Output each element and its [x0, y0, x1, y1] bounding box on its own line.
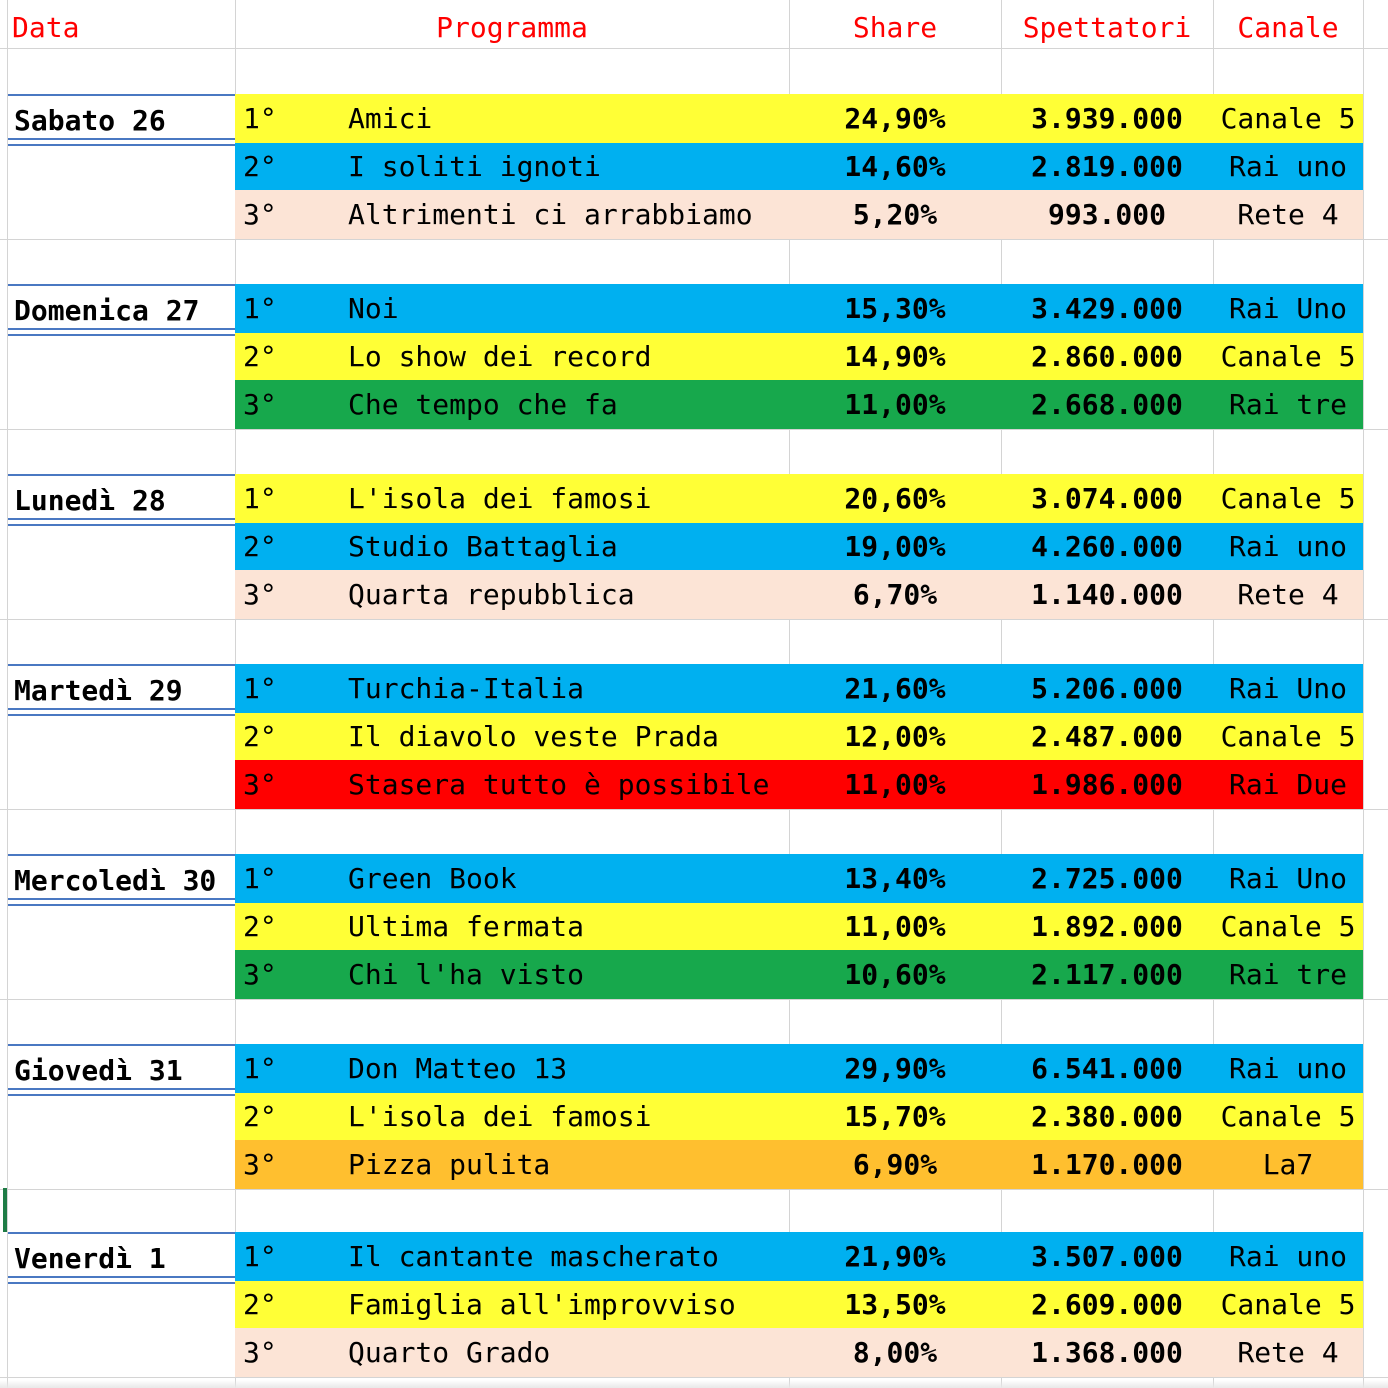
ranking-row: [235, 380, 1363, 429]
spettatori-cell[interactable]: 2.609.000: [1031, 1288, 1183, 1321]
spettatori-cell[interactable]: 6.541.000: [1031, 1052, 1183, 1085]
programma-cell[interactable]: Chi l'ha visto: [348, 958, 585, 991]
share-cell[interactable]: 5,20%: [852, 198, 938, 231]
header-spettatori[interactable]: Spettatori: [1022, 11, 1192, 44]
day-label[interactable]: Sabato 26: [8, 94, 235, 140]
ranking-row: [235, 1328, 1363, 1377]
grid-line: [0, 429, 1388, 430]
spettatori-cell[interactable]: 1.368.000: [1031, 1336, 1183, 1369]
share-cell[interactable]: 13,50%: [844, 1288, 946, 1321]
canale-cell[interactable]: Rai uno: [1228, 1052, 1347, 1085]
rank-cell[interactable]: 3°: [243, 578, 277, 611]
rank-cell[interactable]: 1°: [243, 292, 277, 325]
header-programma[interactable]: Programma: [436, 11, 588, 44]
canale-cell[interactable]: Canale 5: [1220, 1100, 1356, 1133]
share-cell[interactable]: 19,00%: [844, 530, 946, 563]
ranking-row: [235, 143, 1363, 190]
programma-cell[interactable]: Ultima fermata: [348, 910, 585, 943]
rank-cell[interactable]: 1°: [243, 1240, 277, 1273]
grid-line: [0, 809, 1388, 810]
spettatori-cell[interactable]: 1.170.000: [1031, 1148, 1183, 1181]
ranking-row: [235, 664, 1363, 713]
programma-cell[interactable]: Altrimenti ci arrabbiamo: [348, 198, 753, 231]
share-cell[interactable]: 6,70%: [852, 578, 938, 611]
spettatori-cell[interactable]: 1.986.000: [1031, 768, 1183, 801]
rank-cell[interactable]: 2°: [243, 1100, 277, 1133]
spettatori-cell[interactable]: 3.074.000: [1031, 482, 1183, 515]
day-label-double-border: [8, 1094, 235, 1096]
spettatori-cell[interactable]: 993.000: [1047, 198, 1166, 231]
ranking-row: [235, 474, 1363, 523]
programma-cell[interactable]: Don Matteo 13: [348, 1052, 568, 1085]
share-cell[interactable]: 8,00%: [852, 1336, 938, 1369]
share-cell[interactable]: 14,60%: [844, 150, 946, 183]
share-cell[interactable]: 13,40%: [844, 862, 946, 895]
header-canale[interactable]: Canale: [1237, 11, 1339, 44]
share-cell[interactable]: 6,90%: [852, 1148, 938, 1181]
ranking-row: [235, 950, 1363, 999]
grid-line: [1363, 0, 1364, 1388]
canale-cell[interactable]: Canale 5: [1220, 482, 1356, 515]
canale-cell[interactable]: Rai tre: [1228, 388, 1347, 421]
share-cell[interactable]: 11,00%: [844, 388, 946, 421]
share-cell[interactable]: 15,30%: [844, 292, 946, 325]
canale-cell[interactable]: Rete 4: [1237, 578, 1339, 611]
spettatori-cell[interactable]: 2.380.000: [1031, 1100, 1183, 1133]
rank-cell[interactable]: 2°: [243, 720, 277, 753]
grid-line: [0, 619, 1388, 620]
rank-cell[interactable]: 2°: [243, 340, 277, 373]
programma-cell[interactable]: Quarta repubblica: [348, 578, 635, 611]
spettatori-cell[interactable]: 3.429.000: [1031, 292, 1183, 325]
programma-cell[interactable]: Il cantante mascherato: [348, 1240, 719, 1273]
spettatori-cell[interactable]: 1.892.000: [1031, 910, 1183, 943]
share-cell[interactable]: 24,90%: [844, 102, 946, 135]
ranking-row: [235, 760, 1363, 809]
rank-cell[interactable]: 3°: [243, 1336, 277, 1369]
grid-line: [0, 999, 1388, 1000]
day-label-double-border: [8, 714, 235, 716]
spettatori-cell[interactable]: 2.725.000: [1031, 862, 1183, 895]
ranking-row: [235, 333, 1363, 380]
rank-cell[interactable]: 3°: [243, 388, 277, 421]
rank-cell[interactable]: 3°: [243, 958, 277, 991]
canale-cell[interactable]: Rai uno: [1228, 530, 1347, 563]
programma-cell[interactable]: Pizza pulita: [348, 1148, 551, 1181]
rank-cell[interactable]: 1°: [243, 102, 277, 135]
rank-cell[interactable]: 2°: [243, 150, 277, 183]
rank-cell[interactable]: 3°: [243, 1148, 277, 1181]
grid-line: [0, 1189, 1388, 1190]
day-label[interactable]: Giovedì 31: [8, 1044, 235, 1090]
rank-cell[interactable]: 2°: [243, 910, 277, 943]
programma-cell[interactable]: Noi: [348, 292, 399, 325]
day-label-double-border: [8, 524, 235, 526]
share-cell[interactable]: 21,90%: [844, 1240, 946, 1273]
programma-cell[interactable]: I soliti ignoti: [348, 150, 601, 183]
spettatori-cell[interactable]: 2.487.000: [1031, 720, 1183, 753]
rank-cell[interactable]: 1°: [243, 862, 277, 895]
programma-cell[interactable]: Il diavolo veste Prada: [348, 720, 719, 753]
programma-cell[interactable]: Quarto Grado: [348, 1336, 551, 1369]
canale-cell[interactable]: Canale 5: [1220, 102, 1356, 135]
canale-cell[interactable]: Rai Uno: [1228, 292, 1347, 325]
ranking-row: [235, 903, 1363, 950]
scroll-edge: [0, 1380, 1388, 1388]
day-label-double-border: [8, 1282, 235, 1284]
spettatori-cell[interactable]: 5.206.000: [1031, 672, 1183, 705]
grid-line: [0, 239, 1388, 240]
day-label[interactable]: Mercoledì 30: [8, 854, 235, 900]
ranking-row: [235, 570, 1363, 619]
programma-cell[interactable]: Studio Battaglia: [348, 530, 618, 563]
share-cell[interactable]: 11,00%: [844, 910, 946, 943]
day-label[interactable]: Domenica 27: [8, 284, 235, 330]
share-cell[interactable]: 11,00%: [844, 768, 946, 801]
grid-line: [0, 48, 1388, 49]
canale-cell[interactable]: Canale 5: [1220, 340, 1356, 373]
active-cell-indicator: [3, 1188, 7, 1232]
ranking-row: [235, 190, 1363, 239]
canale-cell[interactable]: Rai tre: [1228, 958, 1347, 991]
ranking-row: [235, 1044, 1363, 1093]
share-cell[interactable]: 29,90%: [844, 1052, 946, 1085]
programma-cell[interactable]: L'isola dei famosi: [348, 1100, 652, 1133]
day-label-double-border: [8, 904, 235, 906]
canale-cell[interactable]: Rai uno: [1228, 1240, 1347, 1273]
programma-cell[interactable]: Green Book: [348, 862, 517, 895]
header-share[interactable]: Share: [852, 11, 938, 44]
day-label-double-border: [8, 334, 235, 336]
share-cell[interactable]: 21,60%: [844, 672, 946, 705]
ranking-row: [235, 1093, 1363, 1140]
share-cell[interactable]: 14,90%: [844, 340, 946, 373]
ranking-row: [235, 713, 1363, 760]
canale-cell[interactable]: La7: [1262, 1148, 1314, 1181]
share-cell[interactable]: 20,60%: [844, 482, 946, 515]
programma-cell[interactable]: Che tempo che fa: [348, 388, 618, 421]
spettatori-cell[interactable]: 3.939.000: [1031, 102, 1183, 135]
programma-cell[interactable]: Lo show dei record: [348, 340, 652, 373]
ranking-row: [235, 854, 1363, 903]
spettatori-cell[interactable]: 2.668.000: [1031, 388, 1183, 421]
spettatori-cell[interactable]: 2.819.000: [1031, 150, 1183, 183]
canale-cell[interactable]: Rete 4: [1237, 198, 1339, 231]
programma-cell[interactable]: L'isola dei famosi: [348, 482, 652, 515]
spettatori-cell[interactable]: 1.140.000: [1031, 578, 1183, 611]
grid-line: [0, 1377, 1388, 1378]
rank-cell[interactable]: 3°: [243, 768, 277, 801]
ranking-row: [235, 94, 1363, 143]
spettatori-cell[interactable]: 4.260.000: [1031, 530, 1183, 563]
share-cell[interactable]: 12,00%: [844, 720, 946, 753]
canale-cell[interactable]: Canale 5: [1220, 910, 1356, 943]
rank-cell[interactable]: 2°: [243, 530, 277, 563]
spettatori-cell[interactable]: 2.117.000: [1031, 958, 1183, 991]
rank-cell[interactable]: 3°: [243, 198, 277, 231]
canale-cell[interactable]: Rai Uno: [1228, 862, 1347, 895]
ranking-row: [235, 1232, 1363, 1281]
ranking-row: [235, 284, 1363, 333]
programma-cell[interactable]: Famiglia all'improvviso: [348, 1288, 736, 1321]
share-cell[interactable]: 10,60%: [844, 958, 946, 991]
header-data[interactable]: Data: [12, 11, 80, 44]
rank-cell[interactable]: 2°: [243, 1288, 277, 1321]
ranking-row: [235, 1281, 1363, 1328]
programma-cell[interactable]: Turchia-Italia: [348, 672, 585, 705]
day-label[interactable]: Martedì 29: [8, 664, 235, 710]
rank-cell[interactable]: 1°: [243, 1052, 277, 1085]
canale-cell[interactable]: Rai Due: [1228, 768, 1347, 801]
day-label[interactable]: Lunedì 28: [8, 474, 235, 520]
rank-cell[interactable]: 1°: [243, 672, 277, 705]
rank-cell[interactable]: 1°: [243, 482, 277, 515]
day-label[interactable]: Venerdì 1: [8, 1232, 235, 1278]
canale-cell[interactable]: Rai uno: [1228, 150, 1347, 183]
programma-cell[interactable]: Stasera tutto è possibile: [348, 768, 770, 801]
canale-cell[interactable]: Rai Uno: [1228, 672, 1347, 705]
share-cell[interactable]: 15,70%: [844, 1100, 946, 1133]
ranking-row: [235, 523, 1363, 570]
day-label-double-border: [8, 144, 235, 146]
spettatori-cell[interactable]: 2.860.000: [1031, 340, 1183, 373]
canale-cell[interactable]: Canale 5: [1220, 720, 1356, 753]
canale-cell[interactable]: Rete 4: [1237, 1336, 1339, 1369]
spettatori-cell[interactable]: 3.507.000: [1031, 1240, 1183, 1273]
programma-cell[interactable]: Amici: [348, 102, 433, 135]
ranking-row: [235, 1140, 1363, 1189]
canale-cell[interactable]: Canale 5: [1220, 1288, 1356, 1321]
